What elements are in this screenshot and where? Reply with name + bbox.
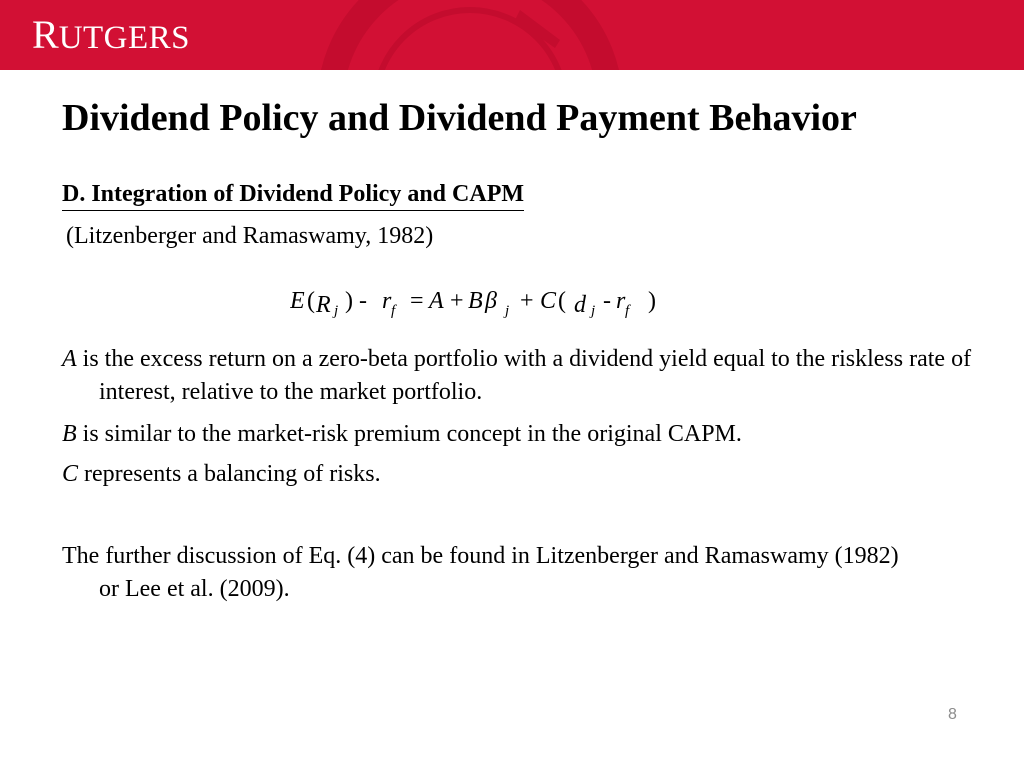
svg-text:A: A <box>429 288 444 314</box>
svg-text:r: r <box>382 288 392 314</box>
paragraph-b <box>62 418 999 451</box>
svg-text:j: j <box>334 303 339 319</box>
paragraph-c <box>62 458 999 491</box>
svg-text:) -: ) - <box>345 288 367 314</box>
svg-text:+: + <box>450 288 464 314</box>
citation: (Litzenberger and Ramaswamy, 1982) <box>66 223 434 249</box>
paragraph-c-text: represents a balancing of risks. <box>78 461 381 487</box>
svg-text:d: d <box>574 292 586 318</box>
section-subtitle: D. Integration of Dividend Policy and CAPM <box>62 179 524 211</box>
page-number: 8 <box>948 706 957 723</box>
svg-text:β: β <box>485 288 497 314</box>
header-bar <box>0 0 1024 70</box>
svg-text:f: f <box>625 303 630 319</box>
svg-text:B: B <box>468 288 483 314</box>
variable-c: C <box>62 461 79 487</box>
paragraph-b-text: is similar to the market-risk premium concept in the original CAPM. <box>76 421 742 447</box>
further-discussion-paragraph: The further discussion of Eq. (4) can be found in Litzenberger and Ramaswamy (1982) or Lee et al. (2009). <box>62 543 899 602</box>
rutgers-logo: RUTGERS <box>32 12 191 57</box>
variable-b: B <box>62 421 77 447</box>
svg-text:): ) <box>648 288 656 314</box>
variable-a: A <box>62 346 77 372</box>
svg-text:(: ( <box>558 288 566 314</box>
capm-dividend-equation <box>290 282 680 327</box>
svg-text:R: R <box>316 292 331 318</box>
svg-text:=: = <box>410 288 424 314</box>
svg-text:f: f <box>391 303 396 319</box>
svg-text:-: - <box>603 288 611 314</box>
svg-text:+: + <box>520 288 534 314</box>
svg-text:r: r <box>616 288 626 314</box>
svg-text:j: j <box>591 303 596 319</box>
paragraph-a <box>62 343 999 409</box>
slide-title: Dividend Policy and Dividend Payment Behavior <box>62 97 857 139</box>
paragraph-a-text: is the excess return on a zero-beta portfolio with a dividend yield equal to the riskless rate of interest, relative to the market portfolio. <box>76 346 972 405</box>
svg-text:j: j <box>505 303 510 319</box>
svg-text:(: ( <box>307 288 315 314</box>
svg-text:C: C <box>540 288 557 314</box>
svg-text:E: E <box>290 288 305 314</box>
